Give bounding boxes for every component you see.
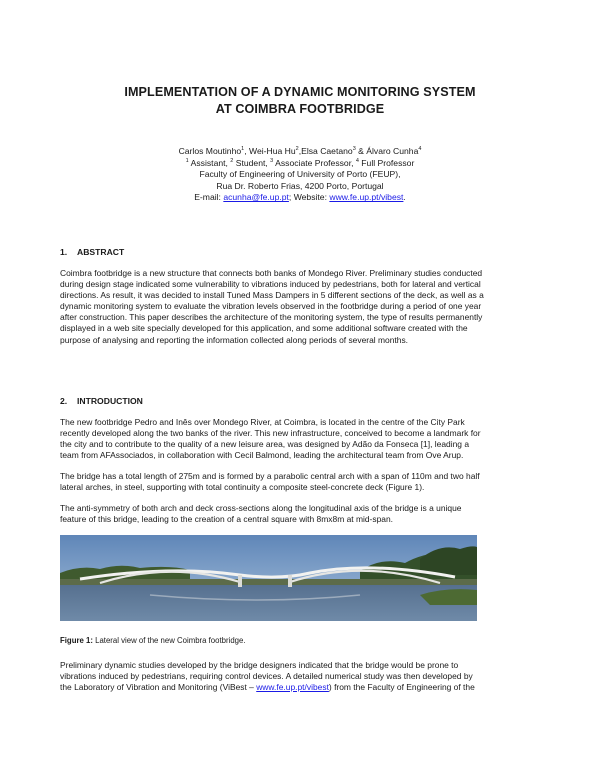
author-3: Elsa Caetano bbox=[301, 146, 353, 156]
footbridge-photo-illustration bbox=[60, 535, 477, 621]
author-roles bbox=[60, 158, 540, 170]
author-block bbox=[60, 146, 540, 204]
text-line: lateral arches, in steel, supporting with total continuity a composite steel-concrete deck (Figure 1). bbox=[60, 482, 425, 493]
text-line: team from AFAssociados, in collaboration with Cecil Balmond, leading the architectural team from Ove Arup. bbox=[60, 450, 464, 461]
text-line: The anti-symmetry of both arch and deck cross-sections along the longitudinal axis of the bridge is a unique bbox=[60, 503, 462, 513]
section-title: INTRODUCTION bbox=[77, 396, 143, 406]
role-3-sup: 3 bbox=[270, 157, 274, 164]
section-heading-abstract bbox=[60, 247, 124, 258]
role-2-sup: 2 bbox=[230, 157, 234, 164]
text-line: displayed in a web site specially developed for this application, and some additional software created with the bbox=[60, 323, 468, 334]
text-line: Preliminary dynamic studies developed by the bridge designers indicated that the bridge would be prone to bbox=[60, 660, 459, 670]
author-names bbox=[60, 146, 540, 158]
text-line: The new footbridge Pedro and Inês over Mondego River, at Coimbra, is located in the centre of the City Park bbox=[60, 417, 465, 427]
abstract-paragraph bbox=[60, 268, 542, 346]
section-number: 2. bbox=[60, 396, 68, 406]
affiliation-line-1: Faculty of Engineering of University of Porto (FEUP), bbox=[199, 169, 401, 180]
role-2: Student, bbox=[233, 157, 271, 168]
text-line: The bridge has a total length of 275m and is formed by a parabolic central arch with a span of 110m and two half bbox=[60, 471, 480, 481]
section-number: 1. bbox=[60, 247, 68, 257]
text-line: vibrations induced by pedestrians, requiring control devices. A detailed numerical study was then developed by bbox=[60, 671, 473, 682]
author-1: Carlos Moutinho bbox=[178, 146, 242, 156]
email-link[interactable]: acunha@fe.up.pt bbox=[223, 192, 289, 203]
vibest-link[interactable]: www.fe.up.pt/vibest bbox=[256, 682, 329, 693]
text-line: feature of this bridge, leading to the creation of a central square with 8mx8m at mid-span. bbox=[60, 514, 393, 525]
author-sep: & bbox=[355, 146, 367, 156]
intro-paragraph-2 bbox=[60, 471, 542, 493]
author-sep: , bbox=[244, 146, 249, 156]
author-2-sup: 2 bbox=[295, 146, 299, 153]
contact-line bbox=[60, 192, 540, 204]
text-line: directions. As result, it was decided to install Tuned Mass Dampers in 5 different sections of the deck, as well as a bbox=[60, 290, 484, 301]
website-label: ; Website: bbox=[288, 192, 330, 203]
website-link[interactable]: www.fe.up.pt/vibest bbox=[329, 192, 404, 203]
role-4-sup: 4 bbox=[355, 157, 359, 164]
text-segment: ) from the Faculty of Engineering of the bbox=[328, 682, 475, 693]
text-line: dynamic monitoring system to evaluate the vibration levels observed in the footbridge during a period of one year bbox=[60, 301, 482, 312]
title-line-1: IMPLEMENTATION OF A DYNAMIC MONITORING SYSTEM bbox=[124, 85, 476, 99]
intro-paragraph-4 bbox=[60, 660, 542, 693]
section-title: ABSTRACT bbox=[77, 247, 125, 257]
author-2: Wei-Hua Hu bbox=[248, 146, 296, 156]
text-line: Coimbra footbridge is a new structure that connects both banks of Mondego River. Preliminary studies conducted bbox=[60, 268, 483, 278]
figure-caption-text: Lateral view of the new Coimbra footbridge. bbox=[92, 636, 246, 645]
text-line: purpose of analysing and reporting the information collected along periods of several months. bbox=[60, 334, 409, 345]
role-1: Assistant, bbox=[188, 157, 231, 168]
author-4: Álvaro Cunha bbox=[366, 146, 419, 156]
text-line: the city and to contribute to the quality of a new leisure area, was designed by Adão da Fonseca [1], leading a bbox=[60, 439, 470, 450]
author-1-sup: 1 bbox=[241, 146, 245, 153]
author-sep: , bbox=[298, 146, 302, 156]
author-3-sup: 3 bbox=[352, 146, 356, 153]
email-label: E-mail: bbox=[194, 192, 224, 203]
text-segment: the Laboratory of Vibration and Monitoring (ViBest – bbox=[60, 682, 257, 693]
role-3: Associate Professor, bbox=[273, 157, 356, 168]
figure-caption bbox=[60, 636, 246, 645]
author-4-sup: 4 bbox=[418, 146, 422, 153]
role-4: Full Professor bbox=[358, 157, 415, 168]
footbridge-photo bbox=[60, 535, 477, 621]
role-1-sup: 1 bbox=[185, 157, 189, 164]
contact-end: . bbox=[403, 192, 406, 203]
section-heading-introduction bbox=[60, 396, 143, 407]
figure-label: Figure 1: bbox=[60, 636, 93, 645]
intro-paragraph-3 bbox=[60, 503, 542, 525]
text-line bbox=[60, 682, 542, 693]
affiliation-line-2: Rua Dr. Roberto Frias, 4200 Porto, Portugal bbox=[216, 180, 384, 191]
text-line: during design stage indicated some vulnerability to vibrations induced by pedestrians, both for lateral and vertical bbox=[60, 279, 481, 290]
text-line: recently developed along the two banks of the river. This new infrastructure, conceived to become a landmark for bbox=[60, 428, 481, 439]
paper-title bbox=[60, 84, 540, 117]
intro-paragraph-1 bbox=[60, 417, 542, 461]
title-line-2: AT COIMBRA FOOTBRIDGE bbox=[215, 101, 385, 116]
text-line: after construction. This paper describes the architecture of the monitoring system, the type of results permanently bbox=[60, 312, 483, 323]
